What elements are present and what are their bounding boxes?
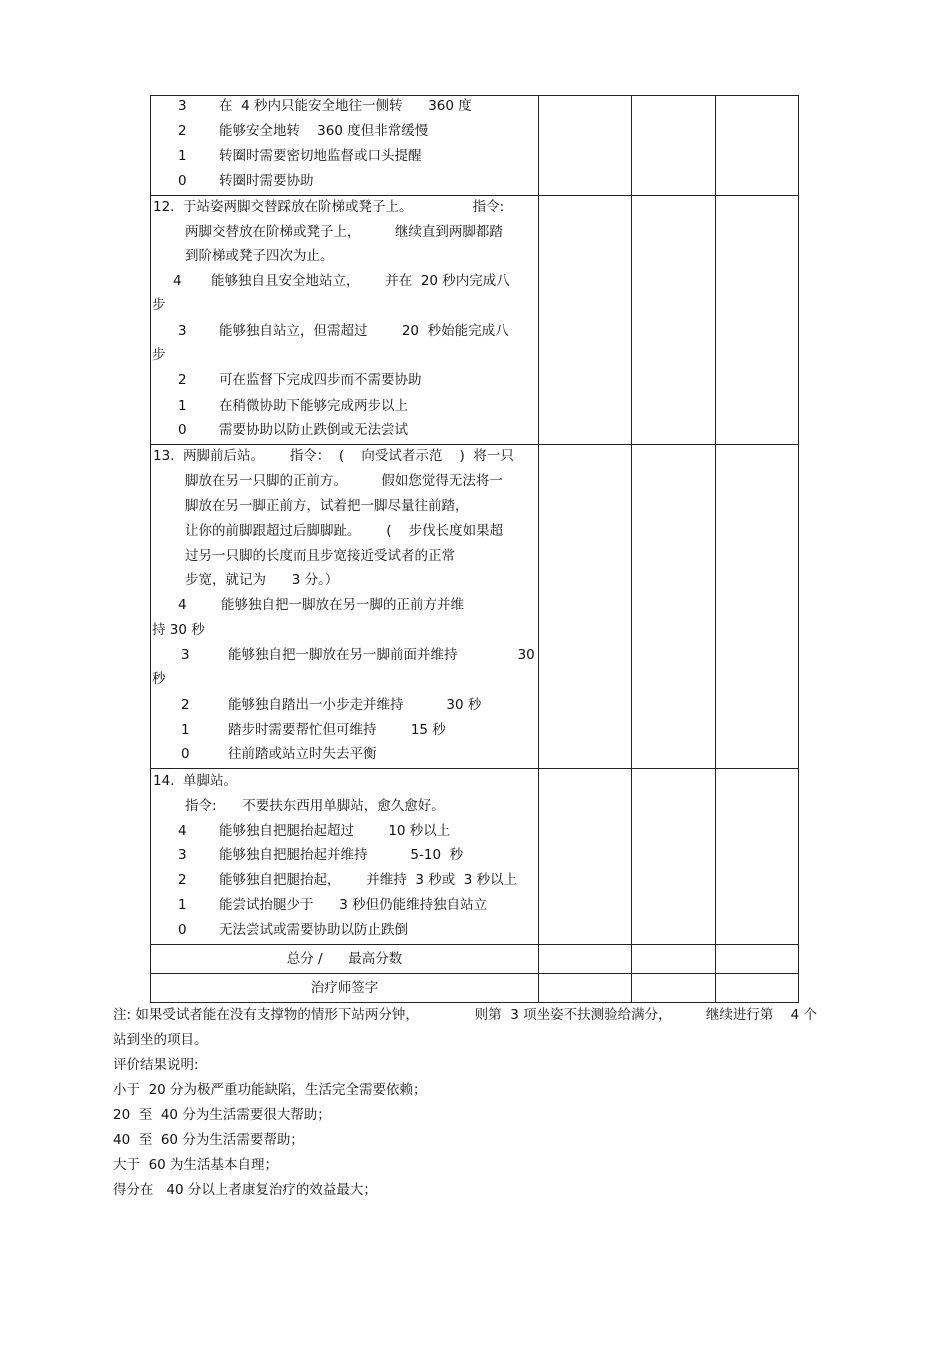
item-12-text-0: 需要协助以防止跌倒或无法尝试 — [219, 422, 408, 438]
item-11-score-2: 2 — [178, 123, 187, 139]
item-12-title: 12. 于站姿两脚交替踩放在阶梯或凳子上。 指令: — [153, 199, 505, 215]
item-14-text-2: 能够独自把腿抬起， 并维持 3 秒或 3 秒以上 — [219, 872, 518, 888]
item-14-row — [151, 769, 799, 945]
item-14-score-0: 0 — [178, 922, 187, 938]
score-cell-13a[interactable] — [539, 445, 632, 769]
item-13-instruction-5: 步宽，就记为 3 分。） — [185, 572, 339, 588]
item-13-text-1: 踏步时需要帮忙但可维持 15 秒 — [228, 722, 446, 738]
item-13-score-2: 2 — [181, 697, 190, 713]
signature-cell-c[interactable] — [716, 974, 799, 1003]
evaluation-item-4: 大于 60 为生活基本自理； — [113, 1157, 279, 1173]
item-12-score-4: 4 — [173, 273, 182, 289]
total-label: 总分 / 最高分数 — [151, 945, 539, 974]
score-cell-14a[interactable] — [539, 769, 632, 945]
item-12-instruction-1: 两脚交替放在阶梯或凳子上， 继续直到两脚都踏 — [185, 224, 503, 240]
item-14-text-3: 能够独自把腿抬起并维持 5-10 秒 — [219, 847, 464, 863]
item-13-score-1: 1 — [181, 722, 190, 738]
signature-cell-b[interactable] — [632, 974, 716, 1003]
item-13-title: 13. 两脚前后站。 指令： ( 向受试者示范 ) 将一只 — [153, 448, 514, 464]
item-12-score-1: 1 — [178, 398, 187, 414]
item-14-score-2: 2 — [178, 872, 187, 888]
item-13-score-0: 0 — [181, 746, 190, 762]
item-12-score-3: 3 — [178, 323, 187, 339]
score-cell-12b[interactable] — [632, 196, 716, 445]
item-12-text-1: 在稍微协助下能够完成两步以上 — [219, 398, 408, 414]
item-14-instruction: 指令: 不要扶东西用单脚站，愈久愈好。 — [185, 798, 445, 814]
evaluation-item-1: 小于 20 分为极严重功能缺陷，生活完全需要依赖； — [113, 1082, 427, 1098]
signature-row — [151, 974, 799, 1003]
item-11-text-2: 能够安全地转 360 度但非常缓慢 — [219, 123, 429, 139]
item-12-score-2: 2 — [178, 372, 187, 388]
item-14-title: 14. 单脚站。 — [153, 773, 238, 789]
score-cell-14c[interactable] — [716, 769, 799, 945]
evaluation-heading: 评价结果说明: — [113, 1057, 199, 1073]
item-13-row — [151, 445, 799, 769]
item-13-instruction-1: 脚放在另一只脚的正前方。 假如您觉得无法将一 — [185, 473, 503, 489]
item-13-score-3: 3 — [181, 647, 190, 663]
item-13-content — [151, 445, 539, 769]
score-cell-11c[interactable] — [716, 96, 799, 196]
item-14-score-3: 3 — [178, 847, 187, 863]
item-13-instruction-3: 让你的前脚跟超过后脚脚趾。 ( 步伐长度如果超 — [185, 523, 504, 539]
item-13-text-4-wrap: 持 30 秒 — [152, 622, 205, 638]
item-14-score-1: 1 — [178, 897, 187, 913]
item-14-score-4: 4 — [178, 823, 187, 839]
score-cell-13b[interactable] — [632, 445, 716, 769]
item-13-score-4: 4 — [178, 597, 187, 613]
signature-label: 治疗师签字 — [151, 974, 539, 1003]
item-12-score-0: 0 — [178, 422, 187, 438]
item-12-instruction-2: 到阶梯或凳子四次为止。 — [185, 248, 334, 264]
item-12-row — [151, 196, 799, 445]
item-11-content — [151, 96, 539, 196]
item-13-text-0: 往前踏或站立时失去平衡 — [228, 746, 377, 762]
item-12-text-3: 能够独自站立，但需超过 20 秒始能完成八 — [219, 323, 509, 339]
item-13-text-3: 能够独自把一脚放在另一脚前面并维持 30 — [228, 647, 535, 663]
item-13-instruction-4: 过另一只脚的长度而且步宽接近受试者的正常 — [185, 548, 455, 564]
note-line-2: 站到坐的项目。 — [113, 1032, 208, 1048]
total-cell-b[interactable] — [632, 945, 716, 974]
item-11-text-3: 在 4 秒内只能安全地往一侧转 360 度 — [219, 98, 472, 114]
item-11-text-0: 转圈时需要协助 — [219, 173, 314, 189]
score-cell-14b[interactable] — [632, 769, 716, 945]
evaluation-item-3: 40 至 60 分为生活需要帮助； — [113, 1132, 304, 1148]
assessment-table — [150, 95, 799, 1003]
item-11-text-1: 转圈时需要密切地监督或口头提醒 — [219, 148, 422, 164]
item-13-text-4: 能够独自把一脚放在另一脚的正前方并维 — [221, 597, 464, 613]
total-cell-c[interactable] — [716, 945, 799, 974]
score-cell-11b[interactable] — [632, 96, 716, 196]
item-13-text-3-wrap: 秒 — [152, 671, 166, 687]
score-cell-12c[interactable] — [716, 196, 799, 445]
evaluation-item-2: 20 至 40 分为生活需要很大帮助； — [113, 1107, 331, 1123]
item-12-content — [151, 196, 539, 445]
item-14-text-1: 能尝试抬腿少于 3 秒但仍能维持独自站立 — [219, 897, 488, 913]
evaluation-item-5: 得分在 40 分以上者康复治疗的效益最大； — [113, 1182, 377, 1198]
item-14-content — [151, 769, 539, 945]
score-cell-12a[interactable] — [539, 196, 632, 445]
item-14-text-0: 无法尝试或需要协助以防止跌倒 — [219, 922, 408, 938]
note-line-1: 注: 如果受试者能在没有支撑物的情形下站两分钟， 则第 3 项坐姿不扶测验给满分， 继续进行第 4 个 — [113, 1007, 817, 1023]
item-12-text-4: 能够独自且安全地站立， 并在 20 秒内完成八 — [211, 273, 510, 289]
item-11-score-1: 1 — [178, 148, 187, 164]
item-14-text-4: 能够独自把腿抬起超过 10 秒以上 — [219, 823, 451, 839]
item-12-text-4-wrap: 步 — [152, 297, 166, 313]
score-cell-11a[interactable] — [539, 96, 632, 196]
total-row — [151, 945, 799, 974]
item-11-score-0: 0 — [178, 173, 187, 189]
item-12-text-2: 可在监督下完成四步而不需要协助 — [219, 372, 422, 388]
item-11-row — [151, 96, 799, 196]
signature-cell-a[interactable] — [539, 974, 632, 1003]
item-12-text-3-wrap: 步 — [152, 347, 166, 363]
item-11-score-3: 3 — [178, 98, 187, 114]
item-13-instruction-2: 脚放在另一脚正前方，试着把一脚尽量往前踏， — [185, 498, 469, 514]
total-cell-a[interactable] — [539, 945, 632, 974]
score-cell-13c[interactable] — [716, 445, 799, 769]
item-13-text-2: 能够独自踏出一小步走并维持 30 秒 — [228, 697, 482, 713]
